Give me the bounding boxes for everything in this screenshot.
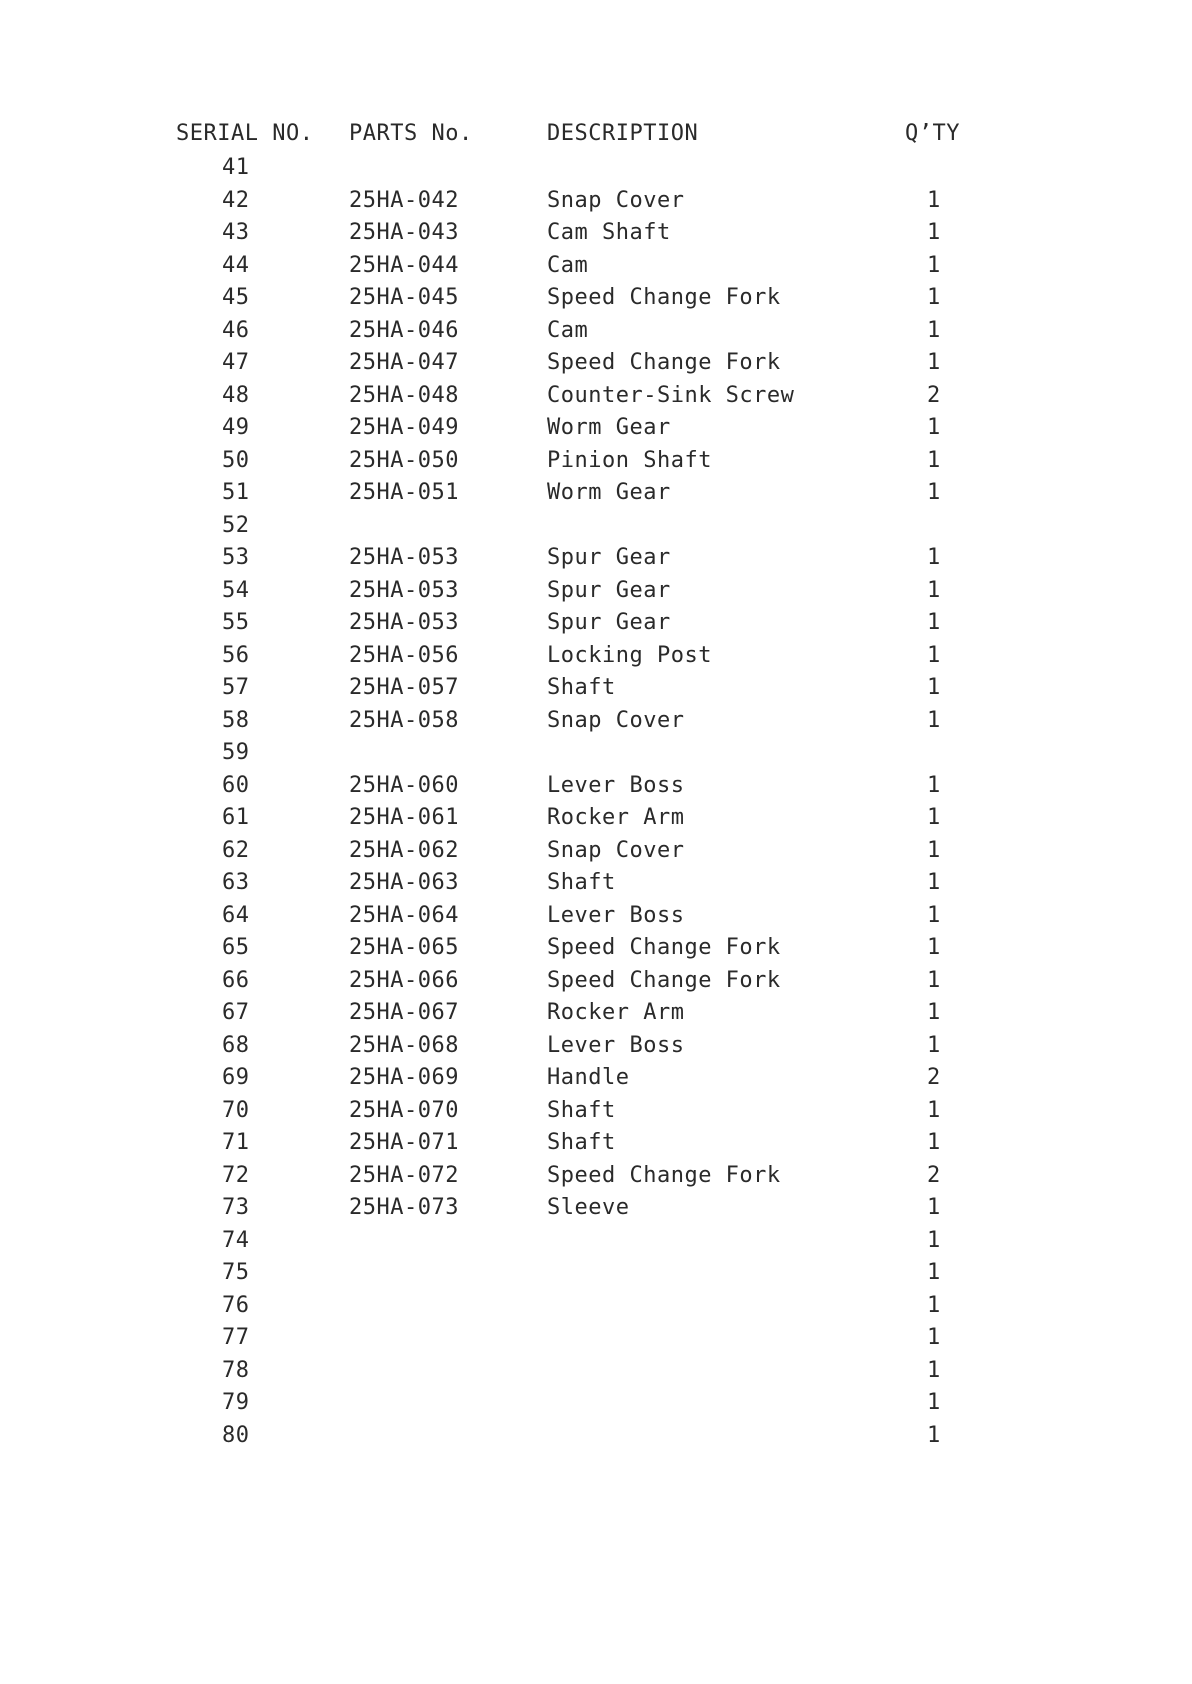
parts-no-cell: 25HA-060: [349, 772, 459, 798]
table-row: [0, 315, 1192, 347]
table-row: [0, 445, 1192, 477]
table-row: [0, 1127, 1192, 1159]
table-row: [0, 542, 1192, 574]
header-description: DESCRIPTION: [547, 121, 699, 146]
table-row: [0, 737, 1192, 769]
qty-cell: 1: [927, 772, 941, 798]
parts-no-cell: 25HA-062: [349, 837, 459, 863]
qty-cell: 1: [927, 1325, 941, 1350]
description-cell: Spur Gear: [547, 577, 671, 603]
parts-no-cell: 25HA-053: [349, 577, 459, 603]
qty-cell: 1: [927, 415, 941, 440]
table-row: [0, 477, 1192, 509]
table-row: [0, 282, 1192, 314]
qty-cell: 1: [927, 935, 941, 960]
qty-cell: 1: [927, 1292, 941, 1318]
serial-no-cell: 46: [222, 317, 250, 343]
qty-cell: 1: [927, 707, 941, 733]
serial-no-cell: 42: [222, 187, 250, 213]
parts-no-cell: 25HA-068: [349, 1032, 459, 1058]
serial-no-cell: 50: [222, 447, 250, 473]
qty-cell: 1: [927, 1227, 941, 1253]
description-cell: Shaft: [547, 675, 616, 700]
serial-no-cell: 80: [222, 1422, 250, 1448]
parts-no-cell: 25HA-058: [349, 707, 459, 733]
qty-cell: 1: [927, 480, 941, 505]
description-cell: Speed Change Fork: [547, 935, 781, 960]
qty-cell: 1: [927, 805, 941, 830]
description-cell: Rocker Arm: [547, 1000, 685, 1025]
table-row: [0, 380, 1192, 412]
qty-cell: 1: [927, 252, 941, 278]
serial-no-cell: 57: [222, 675, 250, 700]
serial-no-cell: 53: [222, 545, 250, 570]
table-row: [0, 1062, 1192, 1094]
serial-no-cell: 58: [222, 707, 250, 733]
qty-cell: 1: [927, 870, 941, 895]
serial-no-cell: 61: [222, 805, 250, 830]
table-row: [0, 1160, 1192, 1192]
qty-cell: 2: [927, 1162, 941, 1188]
table-row: [0, 347, 1192, 379]
qty-cell: 1: [927, 577, 941, 603]
serial-no-cell: 62: [222, 837, 250, 863]
serial-no-cell: 60: [222, 772, 250, 798]
serial-no-cell: 78: [222, 1357, 250, 1383]
qty-cell: 1: [927, 285, 941, 310]
qty-cell: 1: [927, 675, 941, 700]
serial-no-cell: 45: [222, 285, 250, 310]
parts-no-cell: 25HA-071: [349, 1130, 459, 1155]
serial-no-cell: 47: [222, 350, 250, 375]
table-row: [0, 770, 1192, 802]
header-serial-no: SERIAL NO.: [176, 121, 314, 146]
description-cell: Speed Change Fork: [547, 967, 781, 993]
description-cell: Snap Cover: [547, 187, 685, 213]
table-row: [0, 640, 1192, 672]
serial-no-cell: 63: [222, 870, 250, 895]
qty-cell: 1: [927, 545, 941, 570]
qty-cell: 1: [927, 350, 941, 375]
qty-cell: 1: [927, 1000, 941, 1025]
parts-no-cell: 25HA-047: [349, 350, 459, 375]
parts-no-cell: 25HA-070: [349, 1097, 459, 1123]
description-cell: Worm Gear: [547, 480, 671, 505]
serial-no-cell: 65: [222, 935, 250, 960]
description-cell: Rocker Arm: [547, 805, 685, 830]
serial-no-cell: 49: [222, 415, 250, 440]
parts-no-cell: 25HA-050: [349, 447, 459, 473]
description-cell: Pinion Shaft: [547, 447, 712, 473]
parts-no-cell: 25HA-072: [349, 1162, 459, 1188]
qty-cell: 1: [927, 967, 941, 993]
parts-no-cell: 25HA-053: [349, 610, 459, 635]
qty-cell: 1: [927, 447, 941, 473]
parts-no-cell: 25HA-049: [349, 415, 459, 440]
table-row: [0, 1290, 1192, 1322]
serial-no-cell: 72: [222, 1162, 250, 1188]
description-cell: Lever Boss: [547, 1032, 685, 1058]
parts-no-cell: 25HA-042: [349, 187, 459, 213]
serial-no-cell: 56: [222, 642, 250, 668]
serial-no-cell: 73: [222, 1195, 250, 1220]
description-cell: Cam: [547, 252, 589, 278]
serial-no-cell: 64: [222, 902, 250, 928]
table-row: [0, 185, 1192, 217]
qty-cell: 1: [927, 642, 941, 668]
serial-no-cell: 68: [222, 1032, 250, 1058]
serial-no-cell: 75: [222, 1260, 250, 1285]
table-row: [0, 1192, 1192, 1224]
serial-no-cell: 70: [222, 1097, 250, 1123]
table-row: [0, 1355, 1192, 1387]
table-row: [0, 217, 1192, 249]
serial-no-cell: 48: [222, 382, 250, 408]
serial-no-cell: 43: [222, 220, 250, 245]
table-header: [0, 118, 1192, 150]
serial-no-cell: 41: [222, 155, 250, 180]
serial-no-cell: 76: [222, 1292, 250, 1318]
description-cell: Sleeve: [547, 1195, 630, 1220]
table-row: [0, 1322, 1192, 1354]
serial-no-cell: 44: [222, 252, 250, 278]
serial-no-cell: 55: [222, 610, 250, 635]
parts-no-cell: 25HA-044: [349, 252, 459, 278]
parts-no-cell: 25HA-051: [349, 480, 459, 505]
table-row: [0, 152, 1192, 184]
parts-no-cell: 25HA-069: [349, 1065, 459, 1090]
parts-no-cell: 25HA-061: [349, 805, 459, 830]
parts-no-cell: 25HA-073: [349, 1195, 459, 1220]
description-cell: Lever Boss: [547, 902, 685, 928]
serial-no-cell: 51: [222, 480, 250, 505]
table-row: [0, 510, 1192, 542]
qty-cell: 1: [927, 1422, 941, 1448]
serial-no-cell: 79: [222, 1390, 250, 1415]
qty-cell: 1: [927, 1097, 941, 1123]
parts-no-cell: 25HA-048: [349, 382, 459, 408]
serial-no-cell: 67: [222, 1000, 250, 1025]
description-cell: Handle: [547, 1065, 630, 1090]
qty-cell: 2: [927, 1065, 941, 1090]
table-row: [0, 1030, 1192, 1062]
description-cell: Speed Change Fork: [547, 285, 781, 310]
parts-no-cell: 25HA-045: [349, 285, 459, 310]
qty-cell: 2: [927, 382, 941, 408]
table-row: [0, 705, 1192, 737]
serial-no-cell: 52: [222, 512, 250, 538]
qty-cell: 1: [927, 1390, 941, 1415]
table-row: [0, 412, 1192, 444]
description-cell: Shaft: [547, 870, 616, 895]
serial-no-cell: 69: [222, 1065, 250, 1090]
serial-no-cell: 74: [222, 1227, 250, 1253]
table-row: [0, 900, 1192, 932]
parts-no-cell: 25HA-066: [349, 967, 459, 993]
serial-no-cell: 54: [222, 577, 250, 603]
description-cell: Speed Change Fork: [547, 350, 781, 375]
table-row: [0, 802, 1192, 834]
qty-cell: 1: [927, 1195, 941, 1220]
description-cell: Snap Cover: [547, 707, 685, 733]
qty-cell: 1: [927, 902, 941, 928]
parts-no-cell: 25HA-067: [349, 1000, 459, 1025]
table-row: [0, 575, 1192, 607]
table-row: [0, 965, 1192, 997]
qty-cell: 1: [927, 1032, 941, 1058]
qty-cell: 1: [927, 1260, 941, 1285]
table-row: [0, 1420, 1192, 1452]
qty-cell: 1: [927, 220, 941, 245]
serial-no-cell: 77: [222, 1325, 250, 1350]
description-cell: Snap Cover: [547, 837, 685, 863]
qty-cell: 1: [927, 1130, 941, 1155]
table-row: [0, 672, 1192, 704]
header-qty: Q’TY: [905, 121, 960, 146]
parts-no-cell: 25HA-057: [349, 675, 459, 700]
table-row: [0, 250, 1192, 282]
table-row: [0, 1095, 1192, 1127]
parts-no-cell: 25HA-065: [349, 935, 459, 960]
description-cell: Counter-Sink Screw: [547, 382, 795, 408]
table-row: [0, 835, 1192, 867]
serial-no-cell: 59: [222, 740, 250, 765]
description-cell: Shaft: [547, 1097, 616, 1123]
qty-cell: 1: [927, 1357, 941, 1383]
parts-no-cell: 25HA-056: [349, 642, 459, 668]
parts-no-cell: 25HA-064: [349, 902, 459, 928]
description-cell: Lever Boss: [547, 772, 685, 798]
description-cell: Spur Gear: [547, 610, 671, 635]
table-row: [0, 932, 1192, 964]
parts-no-cell: 25HA-043: [349, 220, 459, 245]
qty-cell: 1: [927, 610, 941, 635]
parts-no-cell: 25HA-063: [349, 870, 459, 895]
table-row: [0, 1387, 1192, 1419]
table-row: [0, 997, 1192, 1029]
serial-no-cell: 71: [222, 1130, 250, 1155]
serial-no-cell: 66: [222, 967, 250, 993]
qty-cell: 1: [927, 187, 941, 213]
qty-cell: 1: [927, 837, 941, 863]
parts-no-cell: 25HA-053: [349, 545, 459, 570]
description-cell: Cam: [547, 317, 589, 343]
description-cell: Locking Post: [547, 642, 712, 668]
description-cell: Speed Change Fork: [547, 1162, 781, 1188]
description-cell: Cam Shaft: [547, 220, 671, 245]
header-parts-no: PARTS No.: [349, 121, 473, 146]
table-row: [0, 607, 1192, 639]
description-cell: Spur Gear: [547, 545, 671, 570]
parts-no-cell: 25HA-046: [349, 317, 459, 343]
description-cell: Worm Gear: [547, 415, 671, 440]
table-row: [0, 1225, 1192, 1257]
table-row: [0, 1257, 1192, 1289]
table-row: [0, 867, 1192, 899]
description-cell: Shaft: [547, 1130, 616, 1155]
qty-cell: 1: [927, 317, 941, 343]
